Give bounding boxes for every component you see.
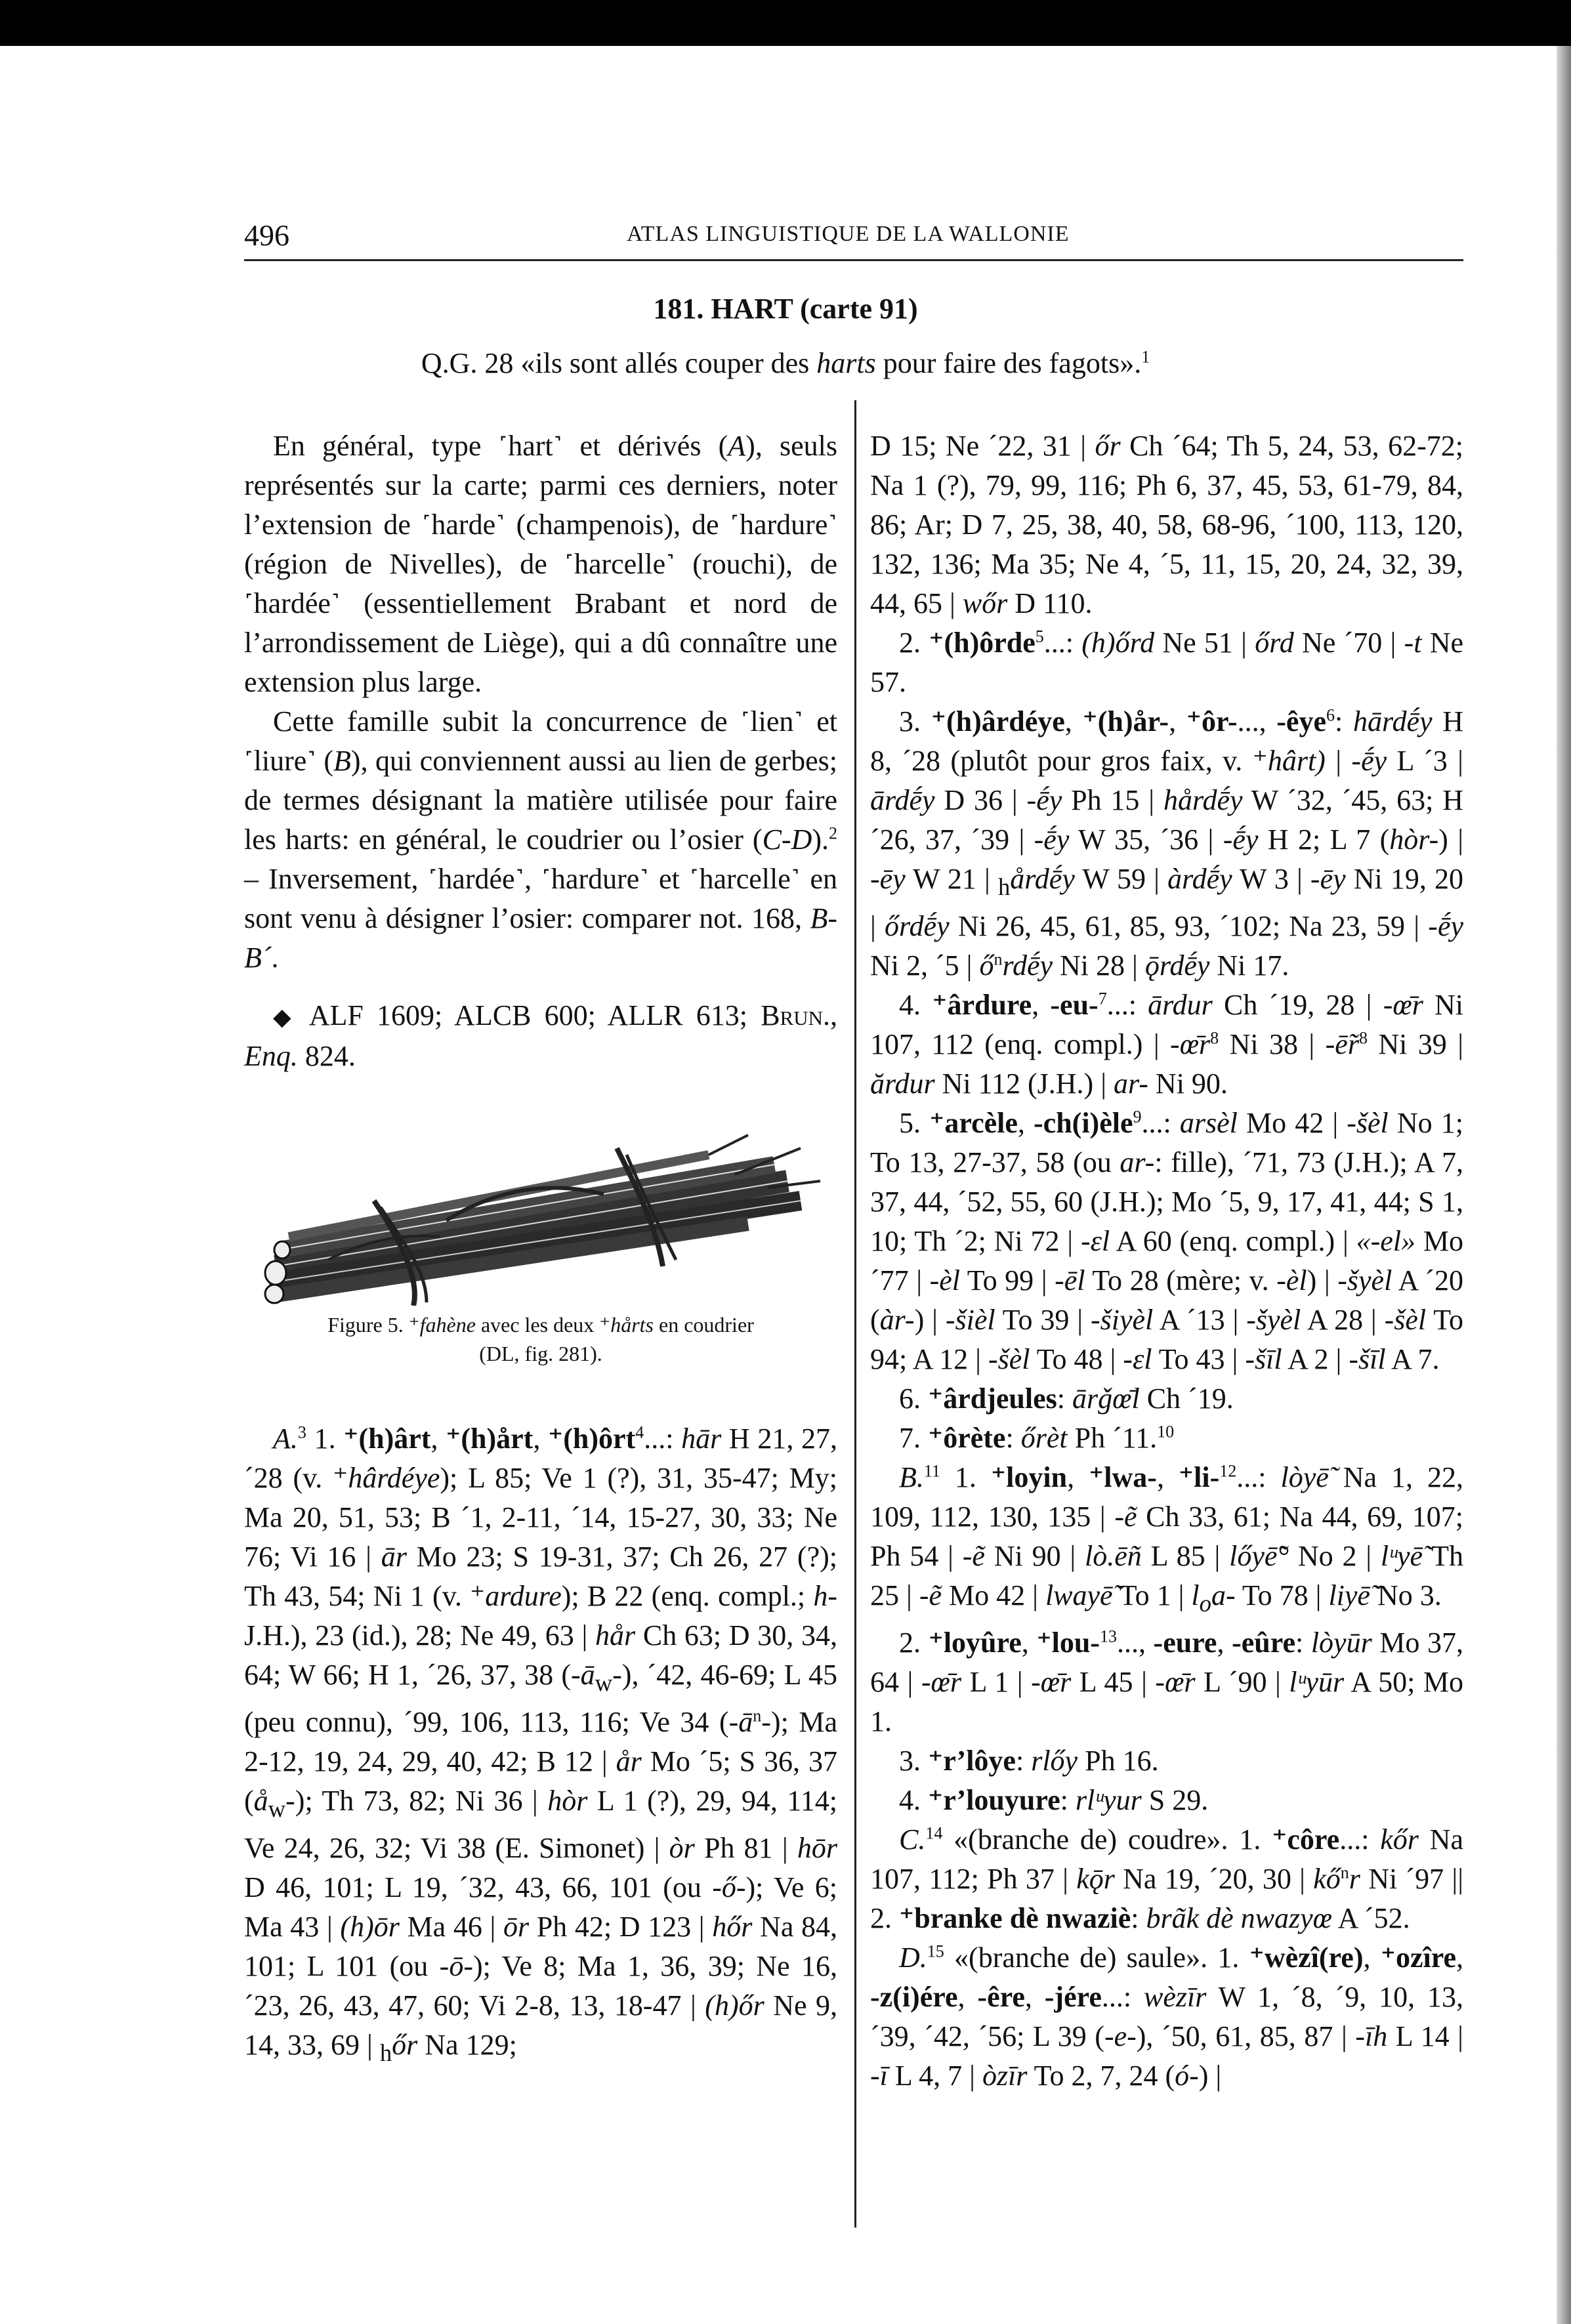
left-column-entries (244, 1419, 837, 2072)
entry-a7: 7. ⁺ôrète: őrèt Ph ´11.10 (899, 1421, 1175, 1454)
running-head: ATLAS LINGUISTIQUE DE LA WALLONIE (627, 222, 1070, 246)
entry-d: D.$^{15}$ «(branche de) saule». 1. ⁺wèzî(re), ⁺ozîre, -z(i)ére, -êre, -jére...: wèzīr W 1, ´8, ´9, 10, 13, ´39, ´42, ´56; L 39 (-e-), ´50, 61, 85, 87 | -īh L 14 | -ī L 4, 7 | òzīr To 2, 7, 24 (ó-) | (870, 1941, 1464, 2092)
entry-b1: B.$^{11}$ 1. ⁺loyin, ⁺lwa-, ⁺li-$^{12}$...: lòyē̃ Na 1, 22, 109, 112, 130, 135 | -ẽ Ch 33, 61; Na 44, 69, 107; Ph 54 | -ẽ Ni 90 | lò.ēñ L 85 | lőyē̃° No 2 | lᵘyē̃ Th 25 | -ẽ Mo 42 | lwayē̃ To 1 | $l_oa-$ To 78 | liyē̃ No 3. (870, 1461, 1464, 1617)
entry-a3: 3. ⁺(h)ârdéye, ⁺(h)år-, ⁺ôr-..., -êye$^6$: hārdḗy H 8, ´28 (plutôt pour gros faix, v. ⁺hârt) | -ḗy L ´3 | ārdḗy D 36 | -ḗy Ph 15 | hårdḗy W ´32, ´45, 63; H ´26, 37, ´39 | -ḗy W 35, ´36 | -ḗy H 2; L 7 (hòr-) | -ēy W 21 | $_h$årdḗy W 59 | àrdḗy W 3 | -ēy Ni 19, 20 | őrdḗy Ni 26, 45, 61, 85, 93, ´102; Na 23, 59 | -ḗy Ni 2, ´5 | $ő^nrdḗy$ Ni 28 | ǭrdḗy Ni 17. (870, 705, 1464, 982)
questionnaire-line: Q.G. 28 «ils sont allés couper des harts pour faire des fagots».$^1$ (421, 347, 1150, 379)
header-rule (244, 259, 1463, 261)
diamond-icon: ◆ (273, 1004, 297, 1030)
paragraph-concurrence: Cette famille subit la concurrence de ˹lien˺ et ˹liure˺ (B), qui conviennent aussi au lien de gerbes; de termes désignant la matière utilisée pour faire les harts: en général, le coudrier ou l’osier (C-D).$^2$ – Inversement, ˹hardée˺, ˹hardure˺ et ˹harcelle˺ en sont venu à désigner l’osier: comparer not. 168, B-B´. (244, 705, 837, 974)
column-divider (854, 400, 856, 2228)
paragraph-references: ◆ ALF 1609; ALCB 600; ALLR 613; Brun., Enq. 824. (244, 999, 837, 1072)
entry-b2: 2. ⁺loyûre, ⁺lou-$^{13}$..., -eure, -eûre: lòyūr Mo 37, 64 | -œ̄r L 1 | -œ̄r L 45 | -œ̄r L ´90 | lᵘyūr A 50; Mo 1. (870, 1626, 1464, 1737)
left-column (244, 426, 837, 1076)
scan-right-edge (1557, 46, 1571, 2324)
entry-a5: 5. ⁺arcèle, -ch(i)èle$^9$...: arsèl Mo 42 | -šèl No 1; To 13, 27-37, 58 (ou ar-: fille), ´71, 73 (J.H.); A 7, 37, 44, ´52, 55, 60 (J.H.); Mo ´5, 9, 17, 41, 44; S 1, 10; Th ´2; Ni 72 | -εl A 60 (enq. compl.) | «-el» Mo ´77 | -èl To 99 | -ēl To 28 (mère; v. -èl) | -šyèl A ´20 (àr-) | -šièl To 39 | -šiyèl A ´13 | -šyèl A 28 | -šèl To 94; A 12 | -šèl To 48 | -εl To 43 | -šīl A 2 | -šīl A 7. (870, 1106, 1464, 1375)
entry-b3: 3. ⁺r’lôye: rlőy Ph 16. (899, 1744, 1159, 1777)
right-column (870, 426, 1463, 2096)
article-title: 181. HART (carte 91) (653, 293, 918, 325)
fagot-illustration (249, 1109, 827, 1306)
entry-a2: 2. ⁺(h)ôrde$^5$...: (h)őrd Ne 51 | őrd Ne ´70 | -t Ne 57. (870, 627, 1464, 698)
entry-a1-cont: D 15; Ne ´22, 31 | őr Ch ´64; Th 5, 24, 53, 62-72; Na 1 (?), 79, 99, 116; Ph 6, 37, 45, 53, 61-79, 84, 86; Ar; D 7, 25, 38, 40, 58, 68-96, ´100, 113, 120, 132, 136; Ma 35; Ne 4, ´5, 11, 15, 20, 24, 32, 39, 44, 65 | wőr D 110. (870, 430, 1463, 619)
entry-a4: 4. ⁺ârdure, -eu-$^7$...: ārdur Ch ´19, 28 | -œ̄r Ni 107, 112 (enq. compl.) | $-œ̄r^8$ Ni 38 | $-ē̃r^8$ Ni 39 | ărdur Ni 112 (J.H.) | ar- Ni 90. (870, 988, 1464, 1100)
scan-top-border (0, 0, 1571, 46)
page-number: 496 (244, 218, 289, 252)
entry-b4: 4. ⁺r’louyure: rlᵘyur S 29. (899, 1783, 1209, 1816)
entry-c: C.$^{14}$ «(branche de) coudre». 1. ⁺côre...: kőr Na 107, 112; Ph 37 | kǭr Na 19, ´20, 30 | $kő^nr$ Ni ´97 || 2. ⁺branke dè nwaziè: brãk dè nwazyœ A ´52. (870, 1823, 1463, 1934)
figure-caption: Figure 5. ⁺fahène avec les deux ⁺hårts en coudrier (DL, fig. 281). (327, 1313, 754, 1365)
entry-a6: 6. ⁺ârdjeules: ārǧœ̄l Ch ´19. (899, 1382, 1234, 1415)
paragraph-intro: En général, type ˹hart˺ et dérivés (A), seuls représentés sur la carte; parmi ces derniers, noter l’extension de ˹harde˺ (champenois), de ˹hardure˺ (région de Nivelles), de ˹harcelle˺ (rouchi), de ˹hardée˺ (essentiellement Brabant et nord de l’arrondissement de Liège), qui a dû connaître une extension plus large. (244, 430, 837, 698)
entry-a1: A.$^3$ 1. ⁺(h)ârt, ⁺(h)årt, ⁺(h)ôrt$^4$...: hār H 21, 27, ´28 (v. ⁺hârdéye); L 85; Ve 1 (?), 31, 35-47; My; Ma 20, 51, 53; B ´1, 2-11, ´14, 15-27, 30, 33; Ne 76; Vi 16 | ār Mo 23; S 19-31, 37; Ch 26, 27 (?); Th 43, 54; Ni 1 (v. ⁺ardure); B 22 (enq. compl.; h- J.H.), 23 (id.), 28; Ne 49, 63 | hår Ch 63; D 30, 34, 64; W 66; H 1, ´26, 37, 38 $(-ā_w-)$, ´42, 46-69; L 45 (peu connu), ´99, 106, 113, 116; Ve 34 $(-ā^n-)$; Ma 2-12, 19, 24, 29, 40, 42; B 12 | år Mo ´5; S 36, 37 $(å_w-)$; Th 73, 82; Ni 36 | hòr L 1 (?), 29, 94, 114; Ve 24, 26, 32; Vi 38 (E. Simonet) | òr Ph 81 | hōr D 46, 101; L 19, ´32, 43, 66, 101 (ou -ő-); Ve 6; Ma 43 | (h)ōr Ma 46 | ōr Ph 42; D 123 | hőr Na 84, 101; L 101 (ou -ō-); Ve 8; Ma 1, 36, 39; Ne 16, ´23, 26, 43, 47, 60; Vi 2-8, 13, 18-47 | (h)őr Ne 9, 14, 33, 69 | $_h$őr Na 129; (244, 1422, 838, 2066)
